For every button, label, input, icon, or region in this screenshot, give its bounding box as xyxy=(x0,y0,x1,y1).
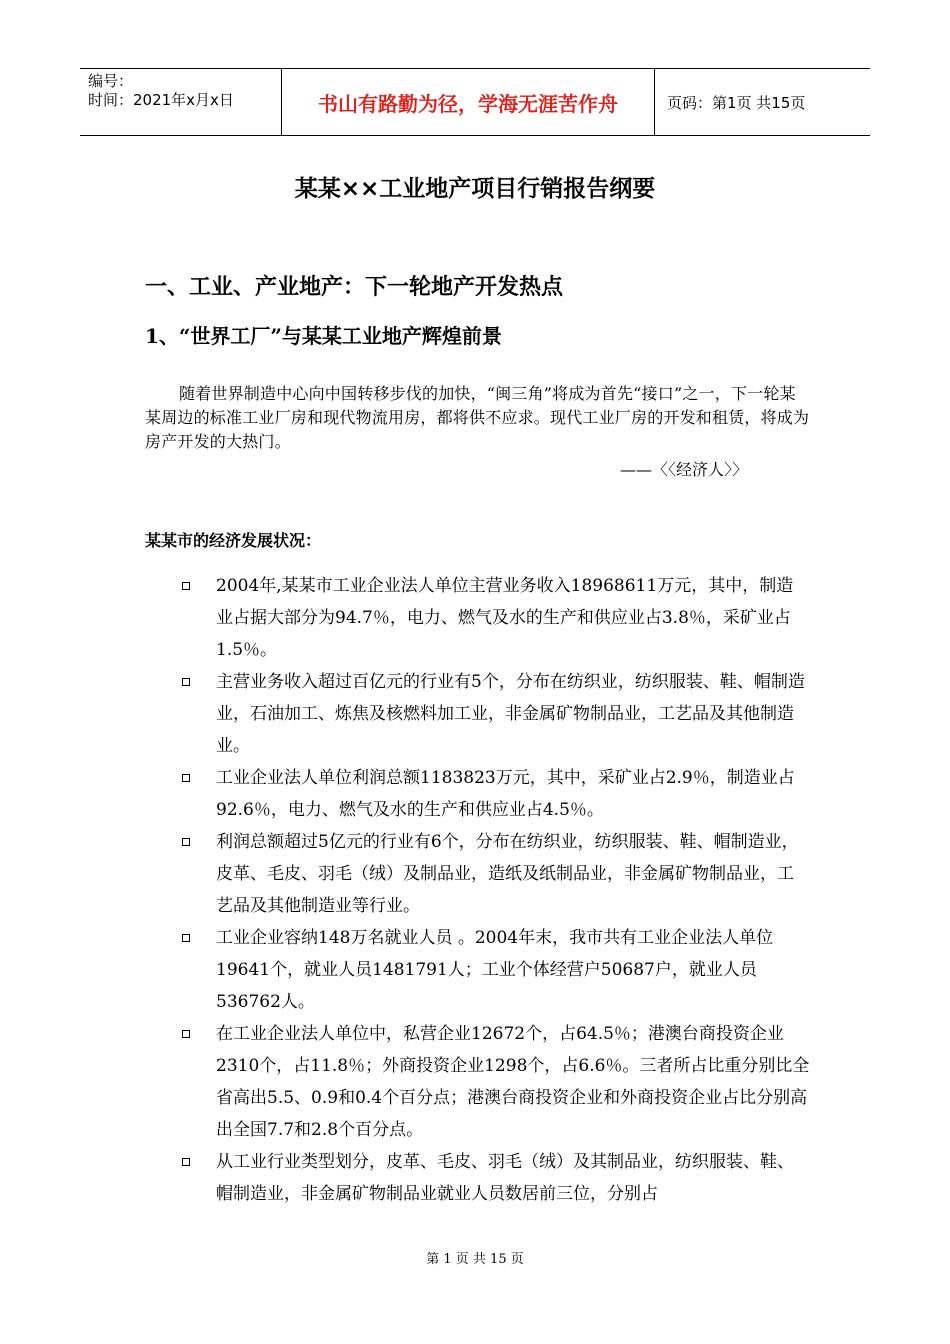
subsection-heading: 1、“世界工厂”与某某工业地产辉煌前景 xyxy=(145,324,502,348)
economy-heading: 某某市的经济发展状况： xyxy=(145,531,322,550)
bullet-text: 利润总额超过5亿元的行业有6个，分布在纺织业，纺织服装、鞋、帽制造业，皮革、毛皮、羽毛（绒）及制品业，造纸及纸制品业，非金属矿物制品业，工艺品及其他制造业等行业。 xyxy=(216,832,799,916)
bullet-text: 在工业企业法人单位中，私营企业12672个，占64.5％；港澳台商投资企业2310个，占11.8％；外商投资企业1298个，占6.6％。三者所占比重分别比全省高出5.5、0.9和0.4个百分点；港澳台商投资企业和外商投资企业占比分别高出全国7.7和2.8个百分点。 xyxy=(216,1024,810,1140)
document-time-label: 时间：2021年x月x日 xyxy=(88,91,234,109)
header-meta-cell xyxy=(80,69,282,135)
bullet-text: 工业企业容纳148万名就业人员 。2004年末，我市共有工业企业法人单位19641个，就业人员1481791人；工业个体经营户50687户，就业人员536762人。 xyxy=(216,928,774,1012)
header-motto: 书山有路勤为径，学海无涯苦作舟 xyxy=(318,91,618,116)
list-item xyxy=(180,1018,810,1146)
page-footer: 第 1 页 共 15 页 xyxy=(426,1252,524,1267)
list-item xyxy=(180,826,810,922)
quote-source: ——〈〈经济人〉〉 xyxy=(620,460,749,479)
bullet-text: 主营业务收入超过百亿元的行业有5个，分布在纺织业，纺织服装、鞋、帽制造业，石油加工、炼焦及核燃料加工业，非金属矿物制品业，工艺品及其他制造业。 xyxy=(216,672,805,756)
quote-paragraph: 随着世界制造中心向中国转移步伐的加快，“闽三角”将成为首先“接口”之一，下一轮某某周边的标准工业厂房和现代物流用房，都将供不应求。现代工业厂房的开发和租赁，将成为房产开发的大热门。 xyxy=(145,384,810,451)
square-bullet-icon xyxy=(182,774,190,782)
document-title: 某某××工业地产项目行销报告纲要 xyxy=(294,176,656,202)
bullet-text: 2004年,某某市工业企业法人单位主营业务收入18968611万元，其中，制造业占据大部分为94.7％，电力、燃气及水的生产和供应业占3.8％，采矿业占1.5％。 xyxy=(216,576,794,660)
square-bullet-icon xyxy=(182,1158,190,1166)
document-number-label: 编号： xyxy=(88,72,134,90)
square-bullet-icon xyxy=(182,934,190,942)
list-item xyxy=(180,762,810,826)
header-page-cell xyxy=(655,69,870,135)
list-item xyxy=(180,570,810,666)
list-item xyxy=(180,666,810,762)
header-table xyxy=(80,68,870,136)
list-item xyxy=(180,1146,810,1210)
square-bullet-icon xyxy=(182,838,190,846)
header-page-info: 页码：第1页 共15页 xyxy=(667,93,806,112)
square-bullet-icon xyxy=(182,582,190,590)
list-item xyxy=(180,922,810,1018)
square-bullet-icon xyxy=(182,678,190,686)
bullet-text: 从工业行业类型划分，皮革、毛皮、羽毛（绒）及其制品业，纺织服装、鞋、帽制造业，非金属矿物制品业就业人员数居前三位，分别占 xyxy=(216,1152,794,1204)
bullet-text: 工业企业法人单位利润总额1183823万元，其中，采矿业占2.9％，制造业占92.6％，电力、燃气及水的生产和供应业占4.5％。 xyxy=(216,768,795,820)
section-heading: 一、工业、产业地产：下一轮地产开发热点 xyxy=(145,275,564,300)
economy-bullet-list xyxy=(180,570,810,1210)
square-bullet-icon xyxy=(182,1030,190,1038)
header-motto-cell xyxy=(282,69,655,135)
